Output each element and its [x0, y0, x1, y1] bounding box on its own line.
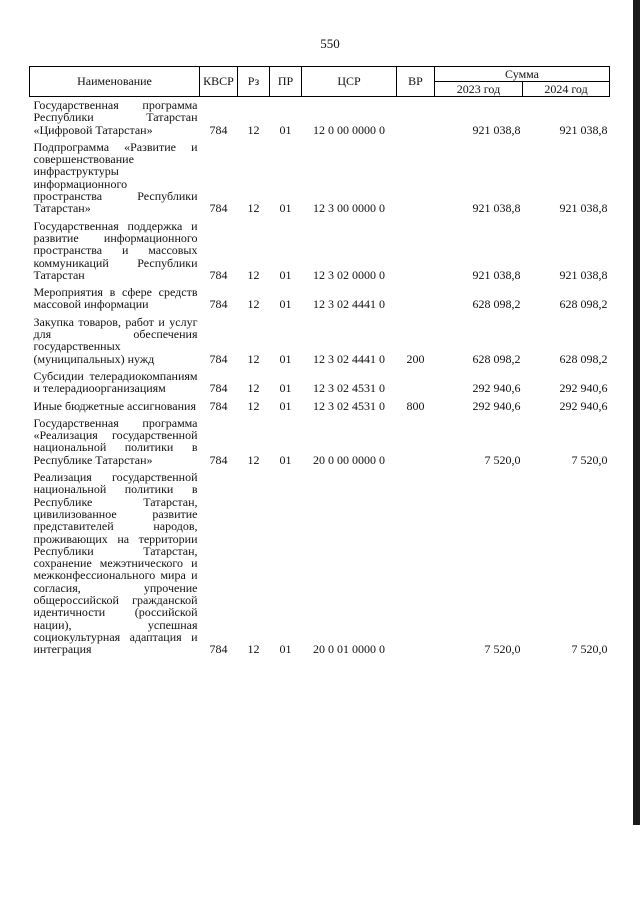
row-amount-2023: 292 940,6	[472, 398, 521, 413]
row-pr: 01	[279, 267, 292, 282]
row-name: Субсидии телерадиокомпаниям и телерадиоорганизациям	[33, 368, 198, 396]
row-amount-2023: 292 940,6	[472, 381, 521, 396]
row-amount-2023: 921 038,8	[472, 267, 521, 282]
row-csr: 12 3 02 4441 0	[313, 297, 385, 312]
header-csr: ЦСР	[302, 67, 397, 97]
row-vr	[397, 412, 435, 466]
row-pr: 01	[279, 381, 292, 396]
header-vr: ВР	[397, 67, 435, 97]
table-header	[30, 67, 610, 97]
row-rz: 12	[247, 381, 260, 396]
row-amount-2023: 7 520,0	[484, 452, 521, 467]
table-row	[30, 281, 610, 311]
row-amount-2024: 628 098,2	[559, 297, 608, 312]
header-pr: ПР	[270, 67, 302, 97]
row-name: Мероприятия в сфере средств массовой информации	[33, 285, 198, 312]
row-amount-2023: 921 038,8	[472, 201, 521, 216]
budget-table	[29, 66, 610, 655]
row-name: Закупка товаров, работ и услуг для обеспечения государственных (муниципальных) нужд	[33, 314, 198, 366]
row-amount-2024: 921 038,8	[559, 267, 608, 282]
row-name: Государственная программа Республики Татарстан «Цифровой Татарстан»	[33, 98, 198, 137]
table-row	[30, 412, 610, 466]
row-rz: 12	[247, 122, 260, 137]
row-vr	[397, 365, 435, 395]
row-amount-2024: 292 940,6	[559, 381, 608, 396]
row-amount-2024: 921 038,8	[559, 122, 608, 137]
row-vr	[397, 136, 435, 215]
row-kvsr: 784	[209, 398, 228, 413]
row-kvsr: 784	[209, 201, 228, 216]
row-amount-2024: 7 520,0	[571, 642, 608, 657]
row-name: Иные бюджетные ассигнования	[33, 398, 196, 413]
table-row	[30, 311, 610, 365]
row-kvsr: 784	[209, 452, 228, 467]
row-csr: 12 3 02 4531 0	[313, 381, 385, 396]
row-csr: 12 3 00 0000 0	[313, 201, 385, 216]
row-amount-2023: 628 098,2	[472, 297, 521, 312]
row-vr: 200	[406, 351, 425, 366]
header-kvsr: КВСР	[200, 67, 238, 97]
row-csr: 12 3 02 0000 0	[313, 267, 385, 282]
row-amount-2024: 292 940,6	[559, 398, 608, 413]
row-csr: 20 0 01 0000 0	[313, 642, 385, 657]
table-row	[30, 365, 610, 395]
row-kvsr: 784	[209, 297, 228, 312]
row-kvsr: 784	[209, 122, 228, 137]
table-row	[30, 97, 610, 136]
row-pr: 01	[279, 452, 292, 467]
row-rz: 12	[247, 398, 260, 413]
row-kvsr: 784	[209, 267, 228, 282]
header-rz: Рз	[238, 67, 270, 97]
row-csr: 12 3 02 4531 0	[313, 398, 385, 413]
header-year-2023: 2023 год	[435, 82, 523, 97]
row-amount-2024: 7 520,0	[571, 452, 608, 467]
row-name: Реализация государственной национальной политики в Республике Татарстан, цивилизованное развитие представителей народов, проживающих на территории Республики Татарстан, сохранение межэтнического и межконфессионального мира и согласия, упрочение общероссийской гражданской идентичности (российской нации), успешная социокультурная адаптация и интеграция	[33, 470, 198, 657]
row-pr: 01	[279, 351, 292, 366]
row-csr: 20 0 00 0000 0	[313, 452, 385, 467]
table-row	[30, 395, 610, 412]
scan-edge-bar	[633, 0, 640, 825]
row-rz: 12	[247, 201, 260, 216]
row-pr: 01	[279, 201, 292, 216]
row-pr: 01	[279, 297, 292, 312]
header-year-2024: 2024 год	[523, 82, 610, 97]
row-vr	[397, 215, 435, 281]
row-rz: 12	[247, 452, 260, 467]
row-vr	[397, 97, 435, 136]
row-vr	[397, 466, 435, 655]
row-rz: 12	[247, 351, 260, 366]
row-csr: 12 0 00 0000 0	[313, 122, 385, 137]
row-rz: 12	[247, 267, 260, 282]
row-amount-2024: 921 038,8	[559, 201, 608, 216]
row-rz: 12	[247, 297, 260, 312]
row-kvsr: 784	[209, 642, 228, 657]
row-csr: 12 3 02 4441 0	[313, 351, 385, 366]
page-number: 550	[320, 36, 340, 51]
table-row	[30, 136, 610, 215]
table-row	[30, 466, 610, 655]
row-vr: 800	[406, 398, 425, 413]
row-amount-2023: 628 098,2	[472, 351, 521, 366]
row-kvsr: 784	[209, 351, 228, 366]
header-sum: Сумма	[435, 67, 610, 82]
row-pr: 01	[279, 642, 292, 657]
row-pr: 01	[279, 398, 292, 413]
row-vr	[397, 281, 435, 311]
row-amount-2024: 628 098,2	[559, 351, 608, 366]
row-name: Подпрограмма «Развитие и совершенствование инфраструктуры информационного пространства Республики Татарстан»	[33, 139, 198, 216]
row-name: Государственная программа «Реализация государственной национальной политики в Республике Татарстан»	[33, 415, 198, 467]
row-amount-2023: 921 038,8	[472, 122, 521, 137]
header-name: Наименование	[30, 67, 200, 97]
row-rz: 12	[247, 642, 260, 657]
row-name: Государственная поддержка и развитие информационного пространства и массовых коммуникаций Республики Татарстан	[33, 218, 198, 282]
row-kvsr: 784	[209, 381, 228, 396]
table-row	[30, 215, 610, 281]
row-amount-2023: 7 520,0	[484, 642, 521, 657]
row-pr: 01	[279, 122, 292, 137]
table-body	[30, 97, 610, 656]
